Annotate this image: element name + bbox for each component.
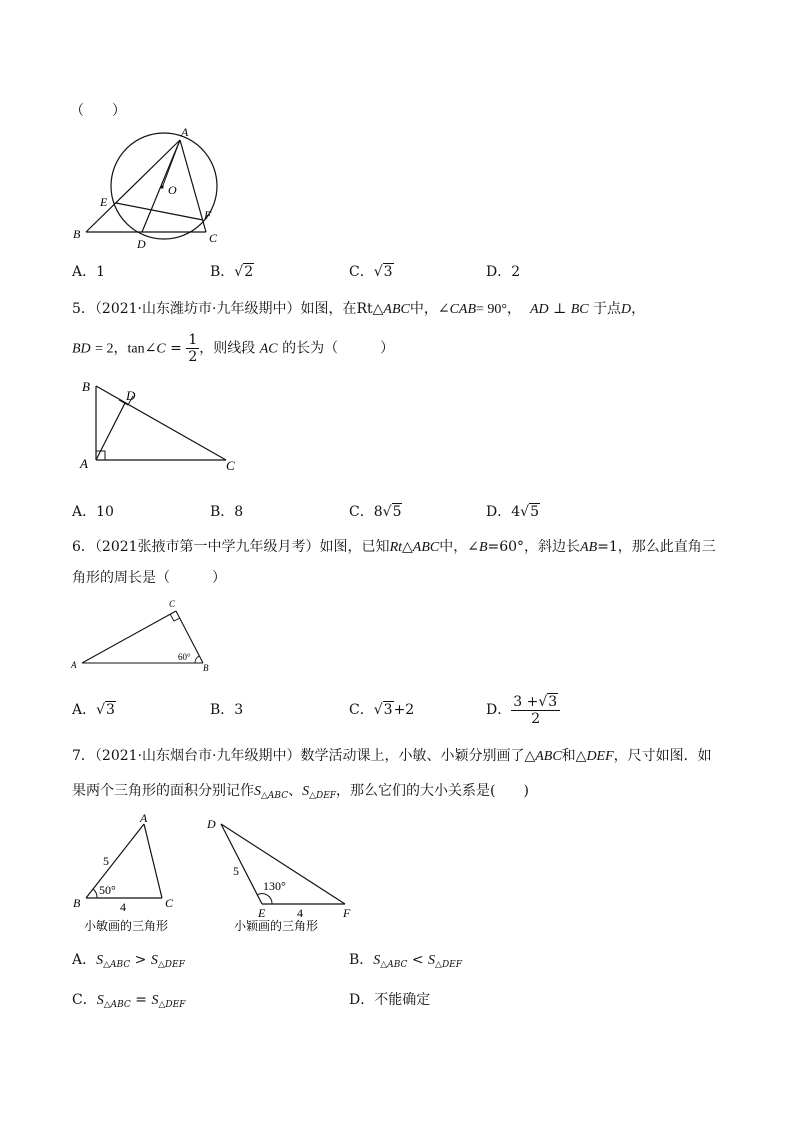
q6-stem-line1: 6．（2021张掖市第一中学九年级月考）如图，已知Rt△ABC中，∠B=60°，斜边长AB=1，那么此直角三 [72,539,716,555]
q5-option-a[interactable]: A．10 [72,504,114,520]
sqrt-expression: √3 [96,702,115,718]
q4-answer-blank: （ ） [70,103,126,119]
q7-fig2-label-f: F [343,906,351,920]
q7-fig1-label-a: A [140,811,148,825]
q7-option-b[interactable]: B．$S_{\triangle ABC} < S_{\triangle DEF}$ [349,952,462,970]
q4-label-f: F [204,208,212,222]
fraction: $\frac{1}{2}$ [188,332,198,365]
q5-label-a: A [80,456,88,471]
q7-fig1-angle: 50° [99,883,116,897]
sqrt-expression: √3 [373,264,393,280]
q5-stem-line2: BD = 2，tan∠C = $\frac{1}{2}$ ，则线段 AC 的长为（ ） [72,332,395,365]
q7-fig1-base: 4 [120,900,126,914]
q6-option-a[interactable]: A．√3 [72,702,115,718]
q4-label-e: E [100,195,108,209]
q4-label-b: B [73,227,81,241]
q7-option-d[interactable]: D．不能确定 [349,992,431,1008]
q7-fig1-side: 5 [103,854,109,868]
q7-fig1-label-c: C [165,896,174,910]
q4-option-d[interactable]: D．2 [486,264,521,280]
q6-label-angle: 60° [178,652,191,662]
q6-option-b[interactable]: B．3 [210,702,244,718]
fraction: $\frac{3 +√3}{2}$ [511,694,560,727]
q4-label-o: O [168,183,177,197]
q7-fig1-label-b: B [73,896,81,910]
sqrt-expression: √5 [382,504,402,520]
q6-label-b: B [203,663,209,673]
q7-fig2-label-e: E [258,906,266,920]
q7-stem-line1: 7．（2021·山东烟台市·九年级期中）数学活动课上，小敏、小颖分别画了△ABC和△DEF，尺寸如图．如 [72,748,712,764]
q6-figure-right-triangle [70,596,220,674]
q7-option-a[interactable]: A．$S_{\triangle ABC} > S_{\triangle DEF}$ [72,952,185,970]
q7-fig2-caption: 小颖画的三角形 [234,919,319,933]
q4-option-c[interactable]: C．√3 [349,264,393,280]
q5-label-b: B [82,379,90,394]
q5-label-c: C [226,458,235,473]
q6-stem-line2: 角形的周长是（ ） [72,570,226,586]
q5-option-b[interactable]: B．8 [210,504,244,520]
q6-option-d[interactable]: D． $\frac{3 +√3}{2}$ [486,690,560,730]
q7-fig1-caption: 小敏画的三角形 [84,919,169,933]
q6-label-c: C [169,599,176,609]
q6-label-a: A [71,660,77,670]
q4-label-a: A [181,125,189,139]
sqrt-expression: √5 [520,504,539,520]
q5-option-c[interactable]: C．8√5 [349,504,402,520]
q7-figure-triangle-def [200,810,370,936]
q4-option-a[interactable]: A．1 [72,264,106,280]
q6-option-c[interactable]: C．√3+2 [349,702,415,718]
q4-option-b[interactable]: B．√2 [210,264,254,280]
q7-fig2-base: 4 [297,906,303,920]
q7-fig2-angle: 130° [263,879,286,893]
q5-figure-right-triangle [76,378,242,474]
q4-figure-circle-triangle [70,124,230,252]
q7-figure-triangle-abc [70,810,200,936]
q5-label-d: D [126,388,136,403]
q4-label-c: C [209,231,218,245]
q7-stem-line2: 果两个三角形的面积分别记作$S_{\triangle ABC}$、$S_{\triangle DEF}$，那么它们的大小关系是( ) [72,783,529,801]
q7-fig2-side: 5 [233,864,239,878]
q5-option-d[interactable]: D．4√5 [486,504,539,520]
sqrt-expression: √3 [373,702,393,718]
q5-stem-line1: 5．（2021·山东潍坊市·九年级期中）如图，在Rt△ABC中，∠CAB= 90°， AD ⊥ BC 于点D， [72,301,646,317]
q7-fig2-label-d: D [207,817,216,831]
q4-label-d: D [137,237,146,251]
q7-option-c[interactable]: C．$S_{\triangle ABC} = S_{\triangle DEF}$ [72,992,186,1010]
sqrt-expression: √2 [234,264,254,280]
